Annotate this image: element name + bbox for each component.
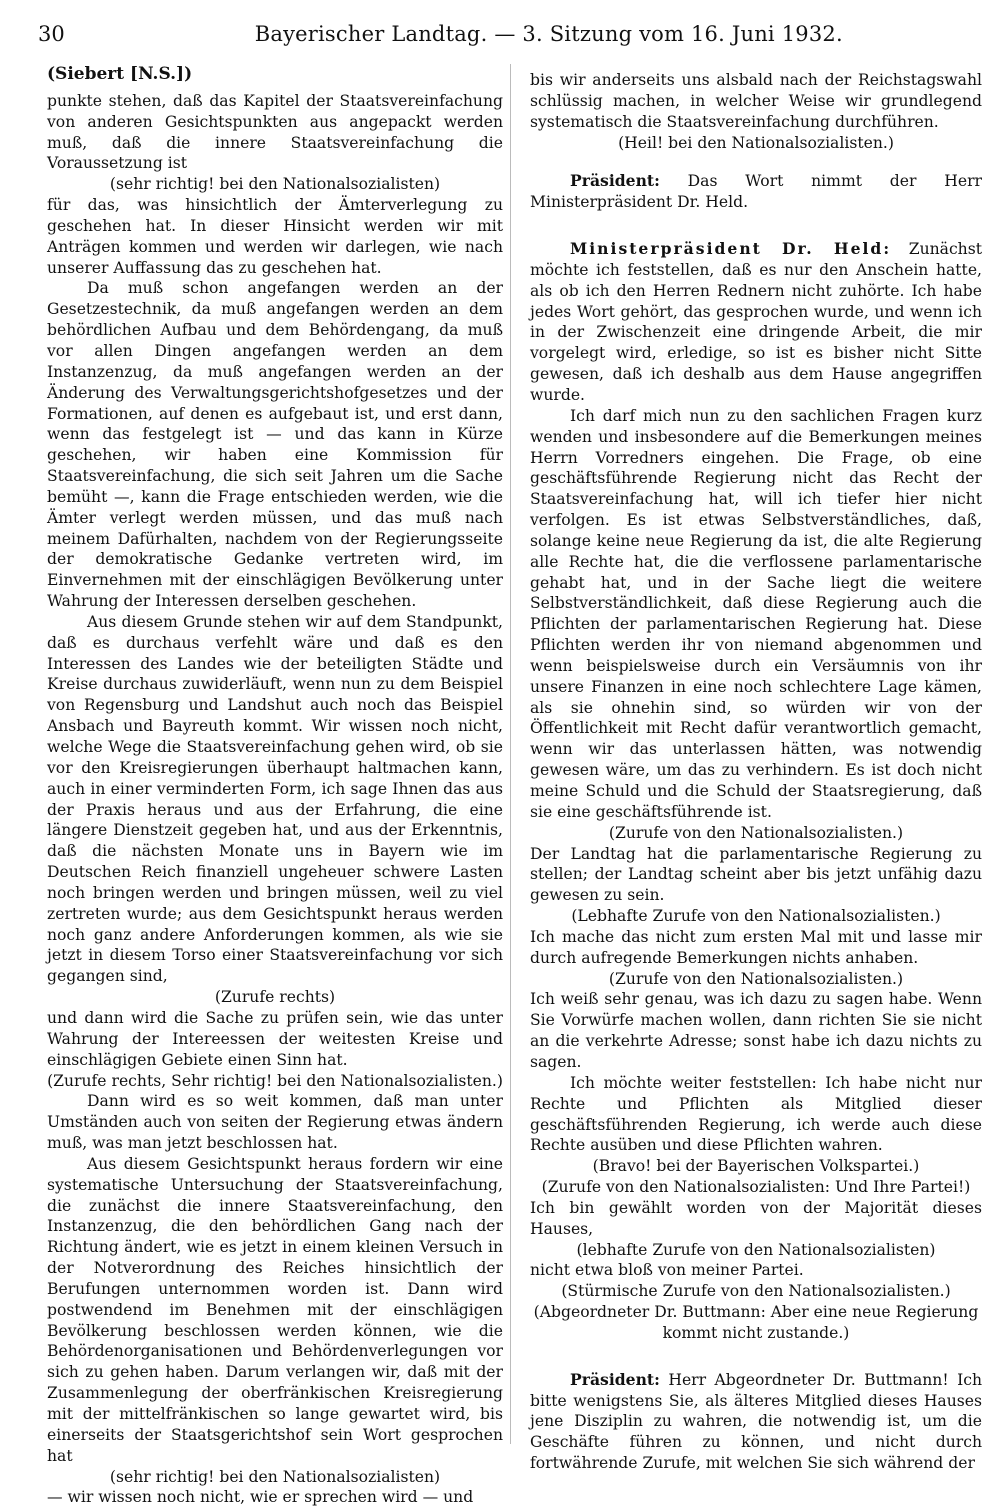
speaker-paragraph	[530, 239, 982, 406]
spacer	[530, 213, 982, 239]
interjection: (lebhafte Zurufe von den Nationalsozialisten)	[576, 1240, 936, 1259]
speaker-continuation-heading	[47, 64, 503, 85]
running-title: Bayerischer Landtag. — 3. Sitzung vom 16. Juni 1932.	[254, 22, 843, 46]
speaker-name-president: Präsident:	[570, 1369, 660, 1389]
interjection: (Zurufe rechts)	[214, 988, 336, 1007]
speaker-heading-name: (Siebert	[47, 64, 125, 84]
speaker-text: Zunächst möchte ich feststellen, daß es nur den Anschein hatte, als ob ich den Herren Rednern nicht zuhörte. Ich habe jedes Wort gehört, das gesprochen wurde, und wenn ich in der Zwischenzeit eine dringende Arbeit, die mir vorgelegt wird, erledige, so ist es bisher nicht Sitte gewesen, daß ich deshalb aus dem Hause angegriffen wurde.	[530, 240, 982, 404]
speaker-paragraph	[530, 1370, 982, 1474]
paragraph: Ich darf mich nun zu den sachlichen Fragen kurz wenden und insbesondere auf die Bemerkungen meines Herrn Vorredners eingehen. Die Frage, ob eine geschäftsführende Regierung nicht das Recht der Staatsvereinfachung hat, will ich tiefer hier nicht verfolgen. Es ist etwas Selbstverständliches, daß, solange keine neue Regierung da ist, die alte Regierung alle Rechte hat, die die verflossene parlamentarische gehabt hat, und in der Sache liegt die weitere Selbstverständlichkeit, daß diese Regierung auch die Pflichten der parlamentarischen Regierung hat. Diese Pflichten werden ihr von niemand abgenommen und wenn beispielsweise durch ein Versäumnis von ihr unsere Finanzen in eine noch schlechtere Lage kämen, als sie ohnehin sind, so würden wir von der Öffentlichkeit mit Recht dafür verantwortlich gemacht, wenn wir das unterlassen hätten, was notwendig gewesen wäre, um das zu verhindern. Es ist doch nicht meine Schuld und die Schuld der Staatsregierung, daß sie eine geschäftsführende ist.	[530, 406, 982, 821]
paragraph: nicht etwa bloß von meiner Partei.	[530, 1261, 804, 1280]
speaker-name-held: Ministerpräsident Dr. Held:	[570, 239, 892, 259]
interjection: (Zurufe von den Nationalsozialisten: Und Ihre Partei!)	[541, 1178, 971, 1197]
paragraph: Ich mache das nicht zum ersten Mal mit und lasse mir durch aufregende Bemerkungen nichts anhaben.	[530, 927, 982, 967]
paragraph: Da muß schon angefangen werden an der Gesetzestechnik, da muß angefangen werden an dem behördlichen Aufbau und dem Behördengang, da muß vor allen Dingen angefangen werden an dem Instanzenzug, da muß angefangen werden an der Änderung des Verwaltungsgerichtshofgesetzes und der Formationen, auf denen es aufgebaut ist, und erst dann, wenn das festgelegt ist — und das kann in Kürze geschehen, wir haben eine Kommission für Staatsvereinfachung, die sich seit Jahren um die Sache bemüht —, kann die Frage entschieden werden, wie die Ämter verlegt werden müssen, und das muß nach meinem Dafürhalten, nachdem von der Regierungsseite der demokratische Gedanke vertreten wird, im Einvernehmen mit der einschlägigen Bevölkerung unter Wahrung der Interessen derselben geschehen.	[47, 279, 503, 611]
paragraph: Der Landtag hat die parlamentarische Regierung zu stellen; der Landtag scheint aber bis jetzt unfähig dazu gewesen zu sein.	[530, 844, 982, 905]
spacer	[530, 153, 982, 171]
page-number: 30	[38, 22, 65, 46]
paragraph: Ich bin gewählt worden von der Majorität dieses Hauses,	[530, 1198, 982, 1238]
paragraph: Dann wird es so weit kommen, daß man unter Umständen auch von seiten der Regierung etwas ändern muß, was man jetzt beschlossen hat.	[47, 1092, 503, 1153]
paragraph: und dann wird die Sache zu prüfen sein, wie das unter Wahrung der Intereessen der weitesten Kreise und einschlägigen Gebiete einen Sinn hat.	[47, 1008, 503, 1069]
interjection: (Zurufe von den Nationalsozialisten.)	[608, 823, 904, 842]
speaker-name-president: Präsident:	[570, 171, 660, 191]
paragraph: Ich weiß sehr genau, was ich dazu zu sagen habe. Wenn Sie Vorwürfe machen wollen, dann richten Sie sie nicht an die verkehrte Adresse; sonst habe ich dazu nichts zu sagen.	[530, 990, 982, 1071]
interjection: (Zurufe rechts, Sehr richtig! bei den Nationalsozialisten.)	[47, 1071, 503, 1090]
paragraph: Aus diesem Gesichtspunkt heraus fordern wir eine systematische Untersuchung der Staatsvereinfachung, die zunächst die innere Staatsvereinfachung, den Instanzenzug, die den behördlichen Gang nach der Richtung ändert, wie es jetzt in einem kleinen Versuch in der Notverordnung des Reiches hinsichtlich der Berufungen unternommen worden ist. Dann wird postwendend im Benehmen mit der einschlägigen Bevölkerung beschlossen werden können, wie die Behördenorganisationen und Behördenverlegungen vor sich zu gehen haben. Darum verlangen wir, daß mit der Zusammenlegung der oberfränkischen Kreisregierung mit der mittelfränkischen so lange gewartet wird, bis einerseits der Staatsgerichtshof sein Wort gesprochen hat	[47, 1154, 503, 1465]
speaker-paragraph	[530, 171, 982, 213]
column-divider	[510, 64, 511, 1444]
interjection: (sehr richtig! bei den Nationalsozialisten)	[109, 175, 441, 194]
right-column	[530, 70, 982, 1474]
interjection: (Zurufe von den Nationalsozialisten.)	[608, 969, 904, 988]
paragraph: Aus diesem Grunde stehen wir auf dem Standpunkt, daß es durchaus verfehlt wäre und daß es den Interessen des Landes wie der beteiligten Städte und Kreise durchaus zuwiderläuft, wenn nun zu dem Beispiel von Regensburg und Landshut auch noch das Beispiel Ansbach und Bayreuth kommt. Wir wissen noch nicht, welche Wege die Staatsvereinfachung gehen wird, ob sie vor den Kreisregierungen überhaupt haltmachen kann, auch in einer verminderten Form, ich sage Ihnen das aus der Praxis heraus und aus der Erfahrung, die eine längere Dienstzeit gegeben hat, und aus der Erkenntnis, daß die nächsten Monate uns in Bayern wie im Deutschen Reich finanziell ungeheuer schwere Lasten noch bringen werden und bringen müssen, weil zu viel zertreten wurde; aus dem Gesichtspunkt heraus werden noch ganz andere Anforderungen kommen, als wie sie jetzt in diesem Torso einer Staatsvereinfachung vor sich gegangen sind,	[47, 612, 503, 986]
interjection: (sehr richtig! bei den Nationalsozialisten)	[109, 1467, 441, 1486]
paragraph: für das, was hinsichtlich der Ämterverlegung zu geschehen hat. In dieser Hinsicht werden wir mit Anträgen kommen und werden wir darlegen, wie nach unserer Auffassung das zu geschehen hat.	[47, 196, 503, 277]
interjection: (Abgeordneter Dr. Buttmann: Aber eine neue Regierung kommt nicht zustande.)	[533, 1303, 979, 1342]
speaker-text: Herr Abgeordneter Dr. Buttmann! Ich bitte wenigstens Sie, als älteres Mitglied dieses Hauses jene Disziplin zu wahren, die notwendig ist, um die Geschäfte führen zu können, und nicht durch fortwährende Zurufe, mit welchen Sie sich während der	[530, 1370, 983, 1473]
paragraph: bis wir anderseits uns alsbald nach der Reichstagswahl schlüssig machen, in welcher Weise wir grundlegend systematisch die Staatsvereinfachung durchführen.	[530, 71, 982, 131]
interjection: (Lebhafte Zurufe von den Nationalsozialisten.)	[571, 907, 941, 926]
paragraph: Ich möchte weiter feststellen: Ich habe nicht nur Rechte und Pflichten als Mitglied dieser geschäftsführenden Regierung, ich werde auch diese Rechte ausüben und diese Pflichten wahren.	[530, 1073, 982, 1155]
left-column	[47, 64, 503, 1508]
interjection: (Stürmische Zurufe von den Nationalsozialisten.)	[561, 1282, 951, 1301]
speaker-heading-party: [N.S.])	[130, 64, 193, 84]
page-header	[38, 22, 843, 52]
interjection: (Heil! bei den Nationalsozialisten.)	[618, 133, 894, 152]
speaker-text: Das Wort nimmt der Herr Ministerpräsident Dr. Held.	[530, 172, 982, 212]
paragraph: — wir wissen noch nicht, wie er sprechen wird — und	[47, 1488, 474, 1507]
interjection: (Bravo! bei der Bayerischen Volkspartei.)	[592, 1157, 920, 1176]
paragraph: punkte stehen, daß das Kapitel der Staatsvereinfachung von anderen Gesichtspunkten aus angepackt werden muß, daß die innere Staatsvereinfachung die Voraussetzung ist	[47, 91, 503, 173]
spacer	[530, 1344, 982, 1370]
